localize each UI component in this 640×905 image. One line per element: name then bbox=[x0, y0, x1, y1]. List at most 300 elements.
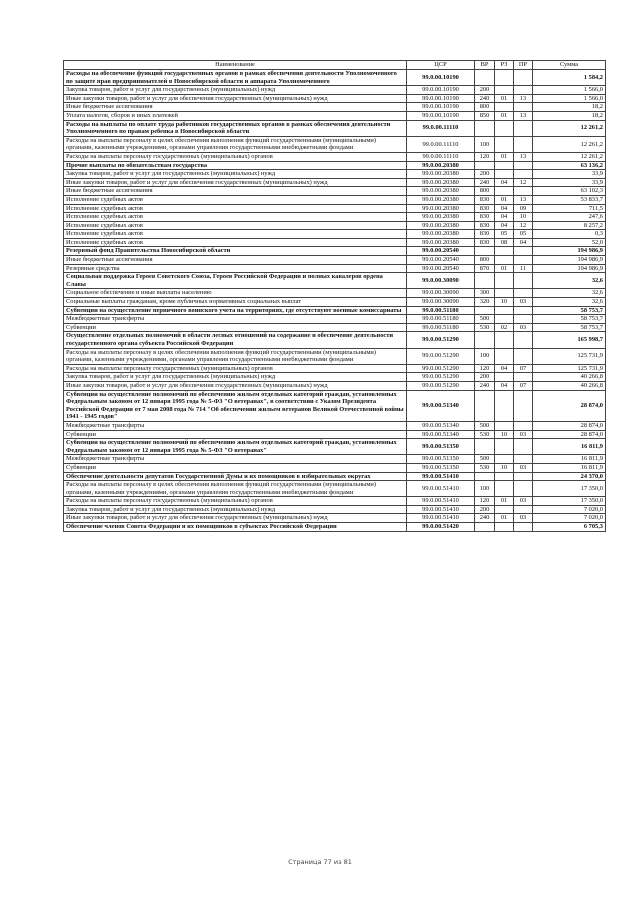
row-vr: 240 bbox=[475, 94, 495, 103]
row-vr: 120 bbox=[475, 152, 495, 161]
row-csr: 99.0.00.51290 bbox=[407, 348, 475, 364]
row-name: Субвенции на осуществление первичного воинского учета на территориях, где отсутствуют военные комиссариаты bbox=[64, 306, 407, 315]
row-pr bbox=[514, 306, 533, 315]
row-csr: 99.0.00.30090 bbox=[407, 289, 475, 298]
row-vr bbox=[475, 306, 495, 315]
row-rz: 04 bbox=[495, 221, 514, 230]
row-pr: 12 bbox=[514, 178, 533, 187]
row-csr: 99.0.00.51340 bbox=[407, 421, 475, 430]
row-csr: 99.0.00.51180 bbox=[407, 306, 475, 315]
row-rz bbox=[495, 332, 514, 348]
row-pr bbox=[514, 289, 533, 298]
table-row bbox=[64, 323, 606, 332]
table-row bbox=[64, 298, 606, 307]
row-sum: 58 753,7 bbox=[533, 315, 606, 324]
row-name: Субвенции на осуществление полномочий по обеспечению жильем отдельных категорий граждан, установленных Федеральным законом от 12 января 1995 года № 5-ФЗ "О ветеранах", в соответствии с Указом Президента Российской Федерации от 7 мая 2008 года № 714 "Об обеспечении жильем ветеранов Великой Отечественной войны 1941 - 1945 годов" bbox=[64, 390, 407, 421]
row-rz bbox=[495, 103, 514, 112]
row-sum: 58 753,7 bbox=[533, 323, 606, 332]
row-sum: 194 986,9 bbox=[533, 256, 606, 265]
table-header-row bbox=[64, 61, 606, 70]
table-row bbox=[64, 195, 606, 204]
row-sum: 0,3 bbox=[533, 230, 606, 239]
row-sum: 32,6 bbox=[533, 298, 606, 307]
row-rz bbox=[495, 421, 514, 430]
row-sum: 247,6 bbox=[533, 213, 606, 222]
row-name: Субвенции bbox=[64, 430, 407, 439]
row-rz: 10 bbox=[495, 298, 514, 307]
row-rz bbox=[495, 187, 514, 196]
row-sum: 165 998,7 bbox=[533, 332, 606, 348]
row-name: Иные закупки товаров, работ и услуг для обеспечения государственных (муниципальных) нужд bbox=[64, 94, 407, 103]
row-rz: 01 bbox=[495, 497, 514, 506]
row-csr: 99.0.00.20380 bbox=[407, 178, 475, 187]
row-vr: 830 bbox=[475, 230, 495, 239]
table-row bbox=[64, 230, 606, 239]
row-name: Обеспечение членов Совета Федерации и их помощников в субъектах Российской Федерации bbox=[64, 523, 407, 532]
row-csr: 99.0.00.20380 bbox=[407, 213, 475, 222]
row-vr bbox=[475, 390, 495, 421]
table-row bbox=[64, 332, 606, 348]
row-name: Закупка товаров, работ и услуг для государственных (муниципальных) нужд bbox=[64, 86, 407, 95]
row-pr: 11 bbox=[514, 264, 533, 273]
row-pr: 09 bbox=[514, 204, 533, 213]
row-rz: 01 bbox=[495, 94, 514, 103]
row-rz bbox=[495, 439, 514, 455]
row-sum: 18,2 bbox=[533, 111, 606, 120]
row-vr: 200 bbox=[475, 373, 495, 382]
row-pr bbox=[514, 505, 533, 514]
row-sum: 12 261,2 bbox=[533, 152, 606, 161]
row-sum: 33,9 bbox=[533, 170, 606, 179]
row-csr: 99.0.00.20540 bbox=[407, 264, 475, 273]
row-csr: 99.0.00.20380 bbox=[407, 238, 475, 247]
row-rz bbox=[495, 170, 514, 179]
table-row bbox=[64, 94, 606, 103]
row-rz: 04 bbox=[495, 213, 514, 222]
table-row bbox=[64, 161, 606, 170]
row-pr: 07 bbox=[514, 381, 533, 390]
row-pr bbox=[514, 481, 533, 497]
table-row bbox=[64, 273, 606, 289]
row-name: Закупка товаров, работ и услуг для государственных (муниципальных) нужд bbox=[64, 373, 407, 382]
table-row bbox=[64, 390, 606, 421]
header-rz: РЗ bbox=[495, 61, 514, 70]
row-name: Расходы на обеспечение функций государственных органов в рамках обеспечения деятельности Уполномоченного по защите прав предпринимателей в Новосибирской области и аппарата Уполномоченного bbox=[64, 70, 407, 86]
row-vr: 850 bbox=[475, 111, 495, 120]
row-rz bbox=[495, 289, 514, 298]
row-sum: 63 136,2 bbox=[533, 161, 606, 170]
row-rz bbox=[495, 70, 514, 86]
row-rz: 04 bbox=[495, 204, 514, 213]
table-row bbox=[64, 421, 606, 430]
row-name: Обеспечение деятельности депутатов Государственной Думы и их помощников в избирательных округах bbox=[64, 472, 407, 481]
row-pr bbox=[514, 472, 533, 481]
row-name: Иные закупки товаров, работ и услуг для обеспечения государственных (муниципальных) нужд bbox=[64, 178, 407, 187]
row-rz bbox=[495, 390, 514, 421]
row-rz bbox=[495, 523, 514, 532]
row-csr: 99.0.00.51180 bbox=[407, 315, 475, 324]
row-pr bbox=[514, 455, 533, 464]
row-csr: 99.0.00.20540 bbox=[407, 256, 475, 265]
row-rz: 01 bbox=[495, 152, 514, 161]
row-pr bbox=[514, 103, 533, 112]
row-csr: 99.0.00.51290 bbox=[407, 373, 475, 382]
table-row bbox=[64, 455, 606, 464]
row-pr bbox=[514, 86, 533, 95]
row-vr: 530 bbox=[475, 463, 495, 472]
row-name: Резервный фонд Правительства Новосибирской области bbox=[64, 247, 407, 256]
row-vr bbox=[475, 523, 495, 532]
row-name: Субвенции на осуществление полномочий по обеспечению жильем отдельных категорий граждан, установленных Федеральным законом от 12 января 1995 года № 5-ФЗ "О ветеранах" bbox=[64, 439, 407, 455]
row-sum: 194 986,9 bbox=[533, 247, 606, 256]
row-sum: 40 266,8 bbox=[533, 381, 606, 390]
row-vr bbox=[475, 120, 495, 136]
row-name: Исполнение судебных актов bbox=[64, 204, 407, 213]
row-rz: 04 bbox=[495, 381, 514, 390]
row-sum: 16 811,9 bbox=[533, 455, 606, 464]
row-sum: 125 731,9 bbox=[533, 364, 606, 373]
row-rz: 01 bbox=[495, 111, 514, 120]
table-row bbox=[64, 381, 606, 390]
row-name: Расходы на выплаты персоналу в целях обеспечения выполнения функций государственными (муниципальными) органами, казенными учреждениями, органами управления государственными внебюджетными фондами bbox=[64, 136, 407, 152]
table-row bbox=[64, 221, 606, 230]
row-vr: 240 bbox=[475, 514, 495, 523]
table-row bbox=[64, 264, 606, 273]
row-pr: 10 bbox=[514, 213, 533, 222]
row-sum: 32,6 bbox=[533, 273, 606, 289]
row-pr: 07 bbox=[514, 364, 533, 373]
table-row bbox=[64, 238, 606, 247]
row-name: Исполнение судебных актов bbox=[64, 213, 407, 222]
row-csr: 99.0.00.30090 bbox=[407, 273, 475, 289]
row-csr: 99.0.00.20540 bbox=[407, 247, 475, 256]
row-vr: 200 bbox=[475, 86, 495, 95]
row-sum: 194 986,9 bbox=[533, 264, 606, 273]
row-rz bbox=[495, 161, 514, 170]
row-pr: 13 bbox=[514, 94, 533, 103]
row-rz: 08 bbox=[495, 238, 514, 247]
row-name: Субвенции bbox=[64, 463, 407, 472]
row-csr: 99.0.00.11110 bbox=[407, 120, 475, 136]
table-row bbox=[64, 152, 606, 161]
row-name: Расходы на выплаты персоналу в целях обеспечения выполнения функций государственными (муниципальными) органами, казенными учреждениями, органами управления государственными внебюджетными фондами bbox=[64, 481, 407, 497]
row-pr bbox=[514, 273, 533, 289]
row-vr: 530 bbox=[475, 430, 495, 439]
row-name: Социальная поддержка Героев Советского Союза, Героев Российской Федерации и полных кавалеров ордена Славы bbox=[64, 273, 407, 289]
row-vr bbox=[475, 472, 495, 481]
row-vr: 830 bbox=[475, 238, 495, 247]
row-csr: 99.0.00.51350 bbox=[407, 455, 475, 464]
row-name: Исполнение судебных актов bbox=[64, 238, 407, 247]
row-sum: 7 020,0 bbox=[533, 514, 606, 523]
row-name: Расходы на выплаты персоналу в целях обеспечения выполнения функций государственными (муниципальными) органами, казенными учреждениями, органами управления государственными внебюджетными фондами bbox=[64, 348, 407, 364]
row-sum: 6 705,3 bbox=[533, 523, 606, 532]
row-pr: 03 bbox=[514, 298, 533, 307]
table-row bbox=[64, 204, 606, 213]
table-row bbox=[64, 170, 606, 179]
row-vr: 500 bbox=[475, 421, 495, 430]
row-pr bbox=[514, 523, 533, 532]
table-row bbox=[64, 247, 606, 256]
table-row bbox=[64, 306, 606, 315]
row-name: Расходы на выплаты персоналу государственных (муниципальных) органов bbox=[64, 497, 407, 506]
row-sum: 1 566,0 bbox=[533, 94, 606, 103]
row-sum: 1 566,0 bbox=[533, 86, 606, 95]
row-sum: 7 020,0 bbox=[533, 505, 606, 514]
table-row bbox=[64, 481, 606, 497]
row-vr: 320 bbox=[475, 298, 495, 307]
row-csr: 99.0.00.10190 bbox=[407, 70, 475, 86]
row-rz bbox=[495, 247, 514, 256]
row-name: Исполнение судебных актов bbox=[64, 230, 407, 239]
row-sum: 18,2 bbox=[533, 103, 606, 112]
row-pr bbox=[514, 187, 533, 196]
row-sum: 63 102,3 bbox=[533, 187, 606, 196]
row-rz: 01 bbox=[495, 195, 514, 204]
table-row bbox=[64, 86, 606, 95]
header-name: Наименование bbox=[64, 61, 407, 70]
row-sum: 12 261,2 bbox=[533, 136, 606, 152]
row-vr: 830 bbox=[475, 204, 495, 213]
row-csr: 99.0.00.51290 bbox=[407, 381, 475, 390]
table-row bbox=[64, 523, 606, 532]
row-name: Межбюджетные трансферты bbox=[64, 315, 407, 324]
table-row bbox=[64, 136, 606, 152]
row-pr: 13 bbox=[514, 111, 533, 120]
row-pr bbox=[514, 256, 533, 265]
table-row bbox=[64, 348, 606, 364]
row-pr: 03 bbox=[514, 430, 533, 439]
header-sum: Сумма bbox=[533, 61, 606, 70]
row-name: Иные закупки товаров, работ и услуг для обеспечения государственных (муниципальных) нужд bbox=[64, 514, 407, 523]
table-row bbox=[64, 178, 606, 187]
row-csr: 99.0.00.51290 bbox=[407, 364, 475, 373]
row-name: Иные бюджетные ассигнования bbox=[64, 103, 407, 112]
row-pr bbox=[514, 120, 533, 136]
table-row bbox=[64, 472, 606, 481]
row-sum: 16 811,9 bbox=[533, 439, 606, 455]
row-vr: 830 bbox=[475, 195, 495, 204]
row-sum: 53 833,7 bbox=[533, 195, 606, 204]
row-sum: 32,6 bbox=[533, 289, 606, 298]
row-pr bbox=[514, 247, 533, 256]
row-vr bbox=[475, 70, 495, 86]
row-csr: 99.0.00.51410 bbox=[407, 505, 475, 514]
row-sum: 1 584,2 bbox=[533, 70, 606, 86]
row-sum: 125 731,9 bbox=[533, 348, 606, 364]
row-vr: 870 bbox=[475, 264, 495, 273]
row-csr: 99.0.00.11110 bbox=[407, 152, 475, 161]
row-name: Межбюджетные трансферты bbox=[64, 455, 407, 464]
row-rz: 01 bbox=[495, 264, 514, 273]
row-vr: 800 bbox=[475, 187, 495, 196]
row-sum: 58 753,7 bbox=[533, 306, 606, 315]
row-vr bbox=[475, 439, 495, 455]
header-pr: ПР bbox=[514, 61, 533, 70]
table-row bbox=[64, 497, 606, 506]
row-vr bbox=[475, 161, 495, 170]
row-csr: 99.0.00.51180 bbox=[407, 323, 475, 332]
table-row bbox=[64, 213, 606, 222]
header-vr: ВР bbox=[475, 61, 495, 70]
row-vr: 500 bbox=[475, 455, 495, 464]
row-csr: 99.0.00.51350 bbox=[407, 463, 475, 472]
row-pr: 03 bbox=[514, 323, 533, 332]
row-pr bbox=[514, 390, 533, 421]
row-vr: 200 bbox=[475, 505, 495, 514]
table-row bbox=[64, 289, 606, 298]
row-rz bbox=[495, 481, 514, 497]
row-sum: 33,9 bbox=[533, 178, 606, 187]
row-name: Расходы на выплаты по оплате труда работников государственных органов в рамках обеспечения деятельности Уполномоченного по правам ребенка в Новосибирской области bbox=[64, 120, 407, 136]
row-pr bbox=[514, 373, 533, 382]
row-csr: 99.0.00.51420 bbox=[407, 523, 475, 532]
row-vr: 500 bbox=[475, 315, 495, 324]
row-name: Иные закупки товаров, работ и услуг для обеспечения государственных (муниципальных) нужд bbox=[64, 381, 407, 390]
row-csr: 99.0.00.30090 bbox=[407, 298, 475, 307]
row-name: Иные бюджетные ассигнования bbox=[64, 187, 407, 196]
row-pr: 04 bbox=[514, 238, 533, 247]
row-csr: 99.0.00.11110 bbox=[407, 136, 475, 152]
row-vr: 120 bbox=[475, 497, 495, 506]
row-csr: 99.0.00.10190 bbox=[407, 94, 475, 103]
row-pr: 03 bbox=[514, 497, 533, 506]
row-csr: 99.0.00.20380 bbox=[407, 230, 475, 239]
table-body bbox=[64, 70, 606, 532]
row-rz bbox=[495, 120, 514, 136]
row-rz bbox=[495, 306, 514, 315]
row-csr: 99.0.00.20380 bbox=[407, 170, 475, 179]
row-name: Субвенции bbox=[64, 323, 407, 332]
table-row bbox=[64, 103, 606, 112]
table-row bbox=[64, 111, 606, 120]
row-csr: 99.0.00.51410 bbox=[407, 481, 475, 497]
row-name: Межбюджетные трансферты bbox=[64, 421, 407, 430]
row-csr: 99.0.00.51290 bbox=[407, 332, 475, 348]
budget-table bbox=[63, 60, 606, 532]
row-csr: 99.0.00.51350 bbox=[407, 439, 475, 455]
row-pr bbox=[514, 70, 533, 86]
row-csr: 99.0.00.20380 bbox=[407, 161, 475, 170]
row-rz bbox=[495, 472, 514, 481]
row-rz bbox=[495, 256, 514, 265]
row-rz bbox=[495, 315, 514, 324]
row-csr: 99.0.00.51340 bbox=[407, 430, 475, 439]
row-name: Исполнение судебных актов bbox=[64, 195, 407, 204]
table-row bbox=[64, 430, 606, 439]
row-sum: 28 874,0 bbox=[533, 421, 606, 430]
row-csr: 99.0.00.20380 bbox=[407, 221, 475, 230]
row-vr bbox=[475, 247, 495, 256]
row-vr: 300 bbox=[475, 289, 495, 298]
row-name: Расходы на выплаты персоналу государственных (муниципальных) органов bbox=[64, 152, 407, 161]
row-rz: 10 bbox=[495, 430, 514, 439]
row-pr bbox=[514, 315, 533, 324]
row-rz bbox=[495, 86, 514, 95]
row-csr: 99.0.00.10190 bbox=[407, 103, 475, 112]
row-csr: 99.0.00.10190 bbox=[407, 111, 475, 120]
row-vr: 200 bbox=[475, 170, 495, 179]
row-vr: 800 bbox=[475, 256, 495, 265]
table-row bbox=[64, 364, 606, 373]
row-rz: 02 bbox=[495, 323, 514, 332]
row-vr: 800 bbox=[475, 103, 495, 112]
row-sum: 24 370,0 bbox=[533, 472, 606, 481]
table-row bbox=[64, 373, 606, 382]
row-pr: 12 bbox=[514, 221, 533, 230]
row-rz: 01 bbox=[495, 514, 514, 523]
table-row bbox=[64, 120, 606, 136]
row-vr: 830 bbox=[475, 221, 495, 230]
row-name: Расходы на выплаты персоналу государственных (муниципальных) органов bbox=[64, 364, 407, 373]
table-row bbox=[64, 505, 606, 514]
row-vr: 240 bbox=[475, 381, 495, 390]
row-csr: 99.0.00.10190 bbox=[407, 86, 475, 95]
row-csr: 99.0.00.20380 bbox=[407, 195, 475, 204]
row-name: Иные бюджетные ассигнования bbox=[64, 256, 407, 265]
row-pr bbox=[514, 170, 533, 179]
row-name: Исполнение судебных актов bbox=[64, 221, 407, 230]
row-csr: 99.0.00.51410 bbox=[407, 514, 475, 523]
row-rz bbox=[495, 373, 514, 382]
row-vr: 100 bbox=[475, 348, 495, 364]
row-csr: 99.0.00.51410 bbox=[407, 472, 475, 481]
row-pr: 03 bbox=[514, 514, 533, 523]
row-rz: 05 bbox=[495, 230, 514, 239]
row-rz bbox=[495, 273, 514, 289]
row-sum: 28 874,0 bbox=[533, 430, 606, 439]
row-rz bbox=[495, 348, 514, 364]
row-pr bbox=[514, 421, 533, 430]
table-row bbox=[64, 514, 606, 523]
row-name: Закупка товаров, работ и услуг для государственных (муниципальных) нужд bbox=[64, 170, 407, 179]
row-vr bbox=[475, 332, 495, 348]
row-rz bbox=[495, 455, 514, 464]
row-pr bbox=[514, 136, 533, 152]
row-vr: 120 bbox=[475, 364, 495, 373]
row-sum: 711,5 bbox=[533, 204, 606, 213]
row-pr bbox=[514, 161, 533, 170]
row-vr: 240 bbox=[475, 178, 495, 187]
row-pr: 05 bbox=[514, 230, 533, 239]
row-vr: 830 bbox=[475, 213, 495, 222]
row-name: Резервные средства bbox=[64, 264, 407, 273]
row-pr bbox=[514, 439, 533, 455]
row-sum: 40 266,8 bbox=[533, 373, 606, 382]
row-pr bbox=[514, 348, 533, 364]
row-vr: 100 bbox=[475, 481, 495, 497]
table-row bbox=[64, 187, 606, 196]
row-vr: 100 bbox=[475, 136, 495, 152]
row-name: Социальное обеспечение и иные выплаты населению bbox=[64, 289, 407, 298]
row-vr: 530 bbox=[475, 323, 495, 332]
row-pr: 03 bbox=[514, 463, 533, 472]
row-csr: 99.0.00.51340 bbox=[407, 390, 475, 421]
table-row bbox=[64, 315, 606, 324]
row-name: Закупка товаров, работ и услуг для государственных (муниципальных) нужд bbox=[64, 505, 407, 514]
table-row bbox=[64, 256, 606, 265]
row-rz: 10 bbox=[495, 463, 514, 472]
row-sum: 8 257,2 bbox=[533, 221, 606, 230]
header-csr: ЦСР bbox=[407, 61, 475, 70]
row-rz bbox=[495, 505, 514, 514]
row-rz bbox=[495, 136, 514, 152]
row-name: Прочие выплаты по обязательствам государства bbox=[64, 161, 407, 170]
row-name: Уплата налогов, сборов и иных платежей bbox=[64, 111, 407, 120]
table-row bbox=[64, 463, 606, 472]
row-sum: 16 811,9 bbox=[533, 463, 606, 472]
row-name: Социальные выплаты гражданам, кроме публичных нормативных социальных выплат bbox=[64, 298, 407, 307]
